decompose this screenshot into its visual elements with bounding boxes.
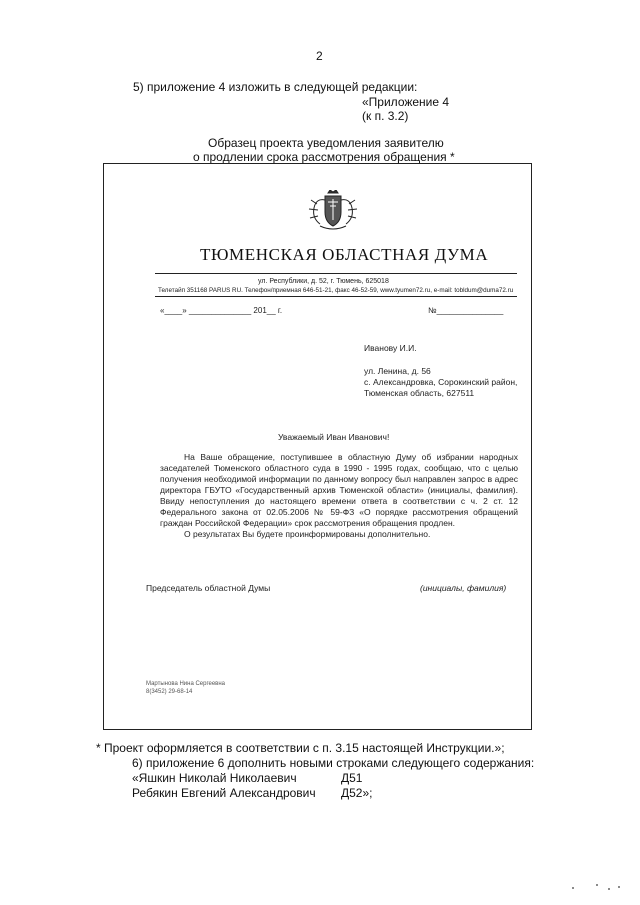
recipient-village: с. Александровка, Сорокинский район, xyxy=(364,377,518,387)
list-item-code: Д51 xyxy=(341,771,363,785)
list-item-name: «Яшкин Николай Николаевич xyxy=(132,771,297,785)
letter-body-paragraph-1: На Ваше обращение, поступившее в областную Думу об избрании народных заседателей Тюменского областного суда в 1990 - 1995 годах, сообщаю, что с целью получения необходимой информации по данному вопросу был направлен запрос в адрес директора ГБУТО «Государственный архив Тюменской области» (инициалы, фамилия). Ввиду непоступления до настоящего времени ответа в соответствии с ч. 2 ст. 12 Федерального закона от 02.05.2006 № 59-ФЗ «О порядке рассмотрения обращений граждан Российской Федерации» срок рассмотрения обращения продлен. xyxy=(160,452,518,528)
salutation: Уважаемый Иван Иванович! xyxy=(278,432,390,442)
coat-of-arms-icon xyxy=(306,190,360,237)
org-contacts: Телетайп 351168 PARUS RU. Телефон/приемная 646-51-21, факс 46-52-59, www.tyumen72.ru, e-mail: tobldum@duma72.ru xyxy=(158,287,514,294)
recipient-region: Тюменская область, 627511 xyxy=(364,388,475,398)
recipient-street: ул. Ленина, д. 56 xyxy=(364,366,431,376)
letter-date-field: «____» ______________ 201__ г. xyxy=(160,306,283,315)
scan-speck xyxy=(618,886,620,888)
footnote: * Проект оформляется в соответствии с п. 3.15 настоящей Инструкции.»; xyxy=(96,741,505,755)
sample-caption-line2: о продлении срока рассмотрения обращения * xyxy=(193,150,455,164)
appendix-label: «Приложение 4 xyxy=(362,95,450,109)
sample-caption-line1: Образец проекта уведомления заявителю xyxy=(208,136,444,150)
page-number: 2 xyxy=(316,49,323,63)
list-item-code: Д52»; xyxy=(341,786,373,800)
org-address: ул. Республики, д. 52, г. Тюмень, 625018 xyxy=(258,278,389,285)
scan-speck xyxy=(596,884,598,886)
amendment-item-5: 5) приложение 4 изложить в следующей редакции: xyxy=(133,80,418,94)
signature-name-placeholder: (инициалы, фамилия) xyxy=(420,583,507,593)
executor-name: Мартынова Нина Сергеевна xyxy=(146,681,226,687)
letter-number-field: №_______________ xyxy=(428,306,504,315)
scan-speck xyxy=(608,888,610,890)
amendment-item-6: 6) приложение 6 дополнить новыми строками следующего содержания: xyxy=(132,756,535,770)
recipient-name: Иванову И.И. xyxy=(364,343,417,353)
executor-phone: 8(3452) 29-68-14 xyxy=(146,689,193,695)
signature-title: Председатель областной Думы xyxy=(146,583,271,593)
list-item-name: Ребякин Евгений Александрович xyxy=(132,786,316,800)
appendix-reference: (к п. 3.2) xyxy=(362,109,409,123)
organization-name: ТЮМЕНСКАЯ ОБЛАСТНАЯ ДУМА xyxy=(200,245,489,264)
scan-speck xyxy=(572,887,574,889)
letter-body-paragraph-2: О результатах Вы будете проинформированы дополнительно. xyxy=(184,529,431,539)
letter-body xyxy=(160,452,518,540)
header-rule-bottom xyxy=(155,296,517,297)
header-rule-top xyxy=(155,273,517,274)
